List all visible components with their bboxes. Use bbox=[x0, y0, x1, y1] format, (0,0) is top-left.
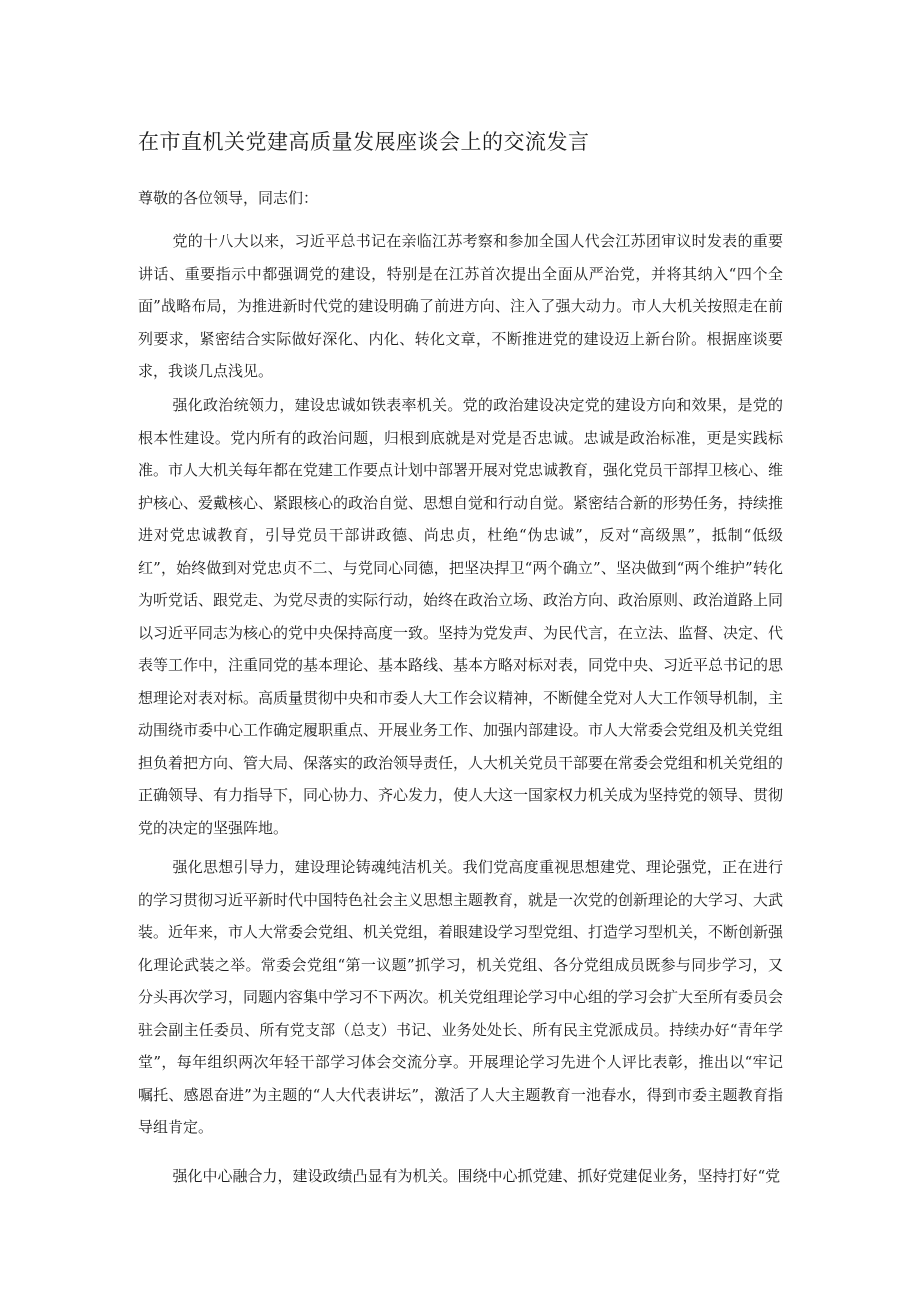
paragraph-central-integration: 强化中心融合力，建设政绩凸显有为机关。围绕中心抓党建、抓好党建促业务，坚持打好“党 bbox=[172, 1167, 781, 1185]
paragraph-ideological-guidance: 强化思想引导力，建设理论铸魂纯洁机关。我们党高度重视思想建党、理论强党，正在进行的学习贯彻习近平新时代中国特色社会主义思想主题教育，就是一次党的创新理论的大学习、大武装。近年来，市人大常委会党组、机关党组，着眼建设学习型党组、打造学习型机关，不断创新强化理论武装之举。常委会党组“第一议题”抓学习，机关党组、各分党组成员既参与同步学习，又分头再次学习，同题内容集中学习不下两次。机关党组理论学习中心组的学习会扩大至所有委员会驻会副主任委员、所有党支部（总支）书记、业务处处长、所有民主党派成员。持续办好“青年学堂”，每年组织两次年轻干部学习体会交流分享。开展理论学习先进个人评比表彰，推出以“牢记嘱托、感恩奋进”为主题的“人大代表讲坛”，激活了人大主题教育一池春水，得到市委主题教育指导组肯定。 bbox=[138, 858, 784, 1136]
paragraph-political-leadership: 强化政治统领力，建设忠诚如铁表率机关。党的政治建设决定党的建设方向和效果，是党的根本性建设。党内所有的政治问题，归根到底就是对党是否忠诚。忠诚是政治标准，更是实践标准。市人大机关每年都在党建工作要点计划中部署开展对党忠诚教育，强化党员干部捍卫核心、维护核心、爱戴核心、紧跟核心的政治自觉、思想自觉和行动自觉。紧密结合新的形势任务，持续推进对党忠诚教育，引导党员干部讲政德、尚忠贞，杜绝“伪忠诚”，反对“高级黑”，抵制“低级红”，始终做到对党忠贞不二、与党同心同德，把坚决捍卫“两个确立”、坚决做到“两个维护”转化为听党话、跟党走、为党尽责的实际行动，始终在政治立场、政治方向、政治原则、政治道路上同以习近平同志为核心的党中央保持高度一致。坚持为党发声、为民代言，在立法、监督、决定、代表等工作中，注重同党的基本理论、基本路线、基本方略对标对表，同党中央、习近平总书记的思想理论对表对标。高质量贯彻中央和市委人大工作会议精神，不断健全党对人大工作领导机制，主动围绕市委中心工作确定履职重点、开展业务工作、加强内部建设。市人大常委会党组及机关党组担负着把方向、管大局、保落实的政治领导责任，人大机关党员干部要在常委会党组和机关党组的正确领导、有力指导下，同心协力、齐心发力，使人大这一国家权力机关成为坚持党的领导、贯彻党的决定的坚强阵地。 bbox=[138, 396, 784, 837]
paragraph-intro: 党的十八大以来，习近平总书记在亲临江苏考察和参加全国人代会江苏团审议时发表的重要讲话、重要指示中都强调党的建设，特别是在江苏首次提出全面从严治党，并将其纳入“四个全面”战略布局，为推进新时代党的建设明确了前进方向、注入了强大动力。市人大机关按照走在前列要求，紧密结合实际做好深化、内化、转化文章，不断推进党的建设迈上新台阶。根据座谈要求，我谈几点浅见。 bbox=[138, 232, 783, 380]
document-title: 在市直机关党建高质量发展座谈会上的交流发言 bbox=[138, 130, 590, 154]
salutation: 尊敬的各位领导，同志们： bbox=[138, 189, 319, 207]
